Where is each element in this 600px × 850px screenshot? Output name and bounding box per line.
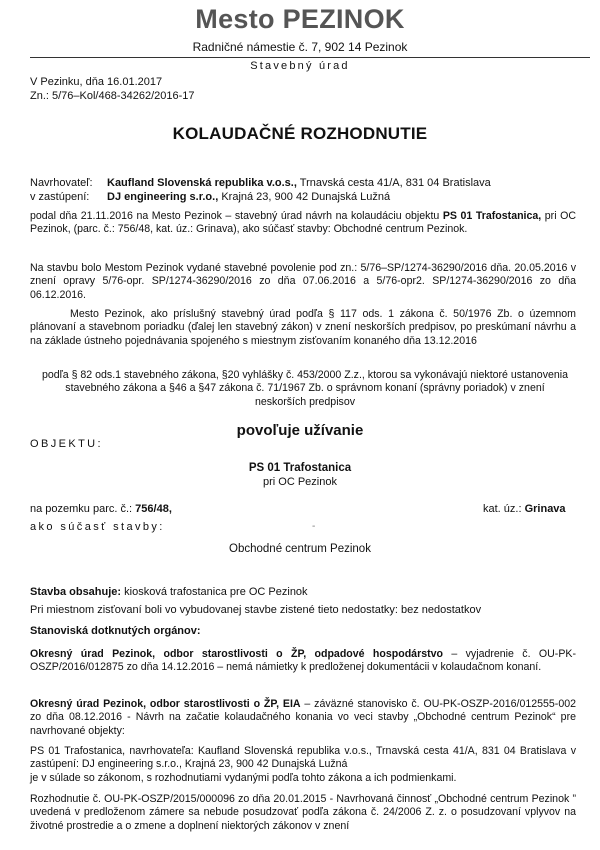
opinion-waste bbox=[30, 648, 576, 675]
p1-object: PS 01 Trafostanica, bbox=[442, 210, 542, 222]
decision-heading: povoľuje užívanie bbox=[236, 422, 364, 439]
p1-text-a: podal dňa 21.11.2016 na Mesto Pezinok – stavebný úrad návrh na kolaudáciu objektu bbox=[30, 210, 443, 222]
object-subtitle: pri OC Pezinok bbox=[263, 476, 337, 488]
municipality-address: Radničné námestie č. 7, 902 14 Pezinok bbox=[192, 40, 408, 54]
opinion-eia-text: – záväzné stanovisko č. OU-PK-OSZP-2016/012555-002 zo dňa 08.12.2016 - Návrh na začatie kolaudačného konania vo veci stavby „Obchodné centrum Pezinok“ pre navrhované objekty: bbox=[30, 698, 577, 737]
header-divider bbox=[30, 57, 590, 58]
opinion-waste-authority: Okresný úrad Pezinok, odbor starostlivosti o ŽP, odpadové hospodárstvo bbox=[30, 648, 443, 660]
agent-label: v zastúpení: bbox=[30, 191, 90, 203]
opinion-eia bbox=[30, 698, 576, 738]
contents-label: Stavba obsahuje: bbox=[30, 586, 122, 598]
paragraph-application bbox=[30, 210, 576, 237]
paragraph-object-summary: PS 01 Trafostanica, navrhovateľa: Kaufland Slovenská republika v.o.s., Trnavská cesta 41/A, 831 04 Bratislava v zastúpení: DJ engineering s.r.o., Krajná 23, 900 42 Dunajská Lužná bbox=[30, 745, 576, 771]
applicant-label: Navrhovateľ: bbox=[30, 177, 93, 189]
document-title: KOLAUDAČNÉ ROZHODNUTIE bbox=[172, 124, 428, 143]
cadastre-label: kat. úz.: bbox=[483, 503, 525, 515]
opinions-heading: Stanoviská dotknutých orgánov: bbox=[30, 625, 201, 637]
p1-text-b: pri OC Pezinok, (parc. č.: 756/48, kat. úz.: Grinava), ako súčasť stavby: Obchodné centrum Pezinok. bbox=[30, 210, 576, 236]
applicant-row bbox=[30, 177, 491, 189]
applicant-address: Trnavská cesta 41/A, 831 04 Bratislava bbox=[299, 177, 491, 189]
reference-number: Zn.: 5/76–Kol/468-34262/2016-17 bbox=[30, 90, 195, 102]
applicant-name: Kaufland Slovenská republika v.o.s., bbox=[107, 177, 297, 189]
opinion-eia-authority: Okresný úrad Pezinok, odbor starostlivosti o ŽP, EIA bbox=[30, 698, 301, 710]
inspection-line: Pri miestnom zisťovaní boli vo vybudovanej stavbe zistené tieto nedostatky: bez nedostatkov bbox=[30, 604, 482, 616]
office-name: Stavebný úrad bbox=[250, 60, 350, 72]
parcel-number: 756/48, bbox=[135, 503, 172, 515]
part-of-dash: - bbox=[312, 521, 316, 532]
municipality-title: Mesto PEZINOK bbox=[195, 4, 405, 34]
date-line: V Pezinku, dňa 16.01.2017 bbox=[30, 76, 163, 88]
paragraph-eia-decision: Rozhodnutie č. OU-PK-OSZP/2015/000096 zo dňa 20.01.2015 - Navrhovaná činnosť „Obchodné centrum Pezinok ” uvedená v predloženom zámere sa nebude posudzovať podľa zákona č. 24/2006 Z. z. o posudzovaní vplyvov na životné prostredie a o zmene a doplnení niektorých zákonov v znení bbox=[30, 793, 576, 832]
agent-row bbox=[30, 191, 390, 203]
parcel-line bbox=[30, 503, 172, 515]
agent-address: Krajná 23, 900 42 Dunajská Lužná bbox=[221, 191, 391, 203]
opinion-waste-text: – vyjadrenie č. OU-PK-OSZP/2016/012875 zo dňa 14.12.2016 – nemá námietky k predloženej dokumentácii v kolaudačnom konaní. bbox=[30, 648, 576, 674]
paragraph-compliance: je v súlade so zákonom, s rozhodnutiami vydanými podľa tohto zákona a ich podmienkami. bbox=[30, 772, 457, 784]
part-of-name: Obchodné centrum Pezinok bbox=[229, 543, 371, 555]
contents-line bbox=[30, 586, 308, 598]
contents-value: kiosková trafostanica pre OC Pezinok bbox=[121, 586, 308, 598]
cadastre-value: Grinava bbox=[524, 503, 566, 515]
object-name: PS 01 Trafostanica bbox=[248, 462, 352, 474]
parcel-label: na pozemku parc. č.: bbox=[30, 503, 136, 515]
paragraph-legal-basis: podľa § 82 ods.1 stavebného zákona, §20 vyhlášky č. 453/2000 Z.z., ktorou sa vykonávajú niektoré ustanovenia stavebného zákona a §46 a §47 zákona č. 71/1967 Zb. o správnom konaní (správny poriadok) v znení neskorších predpisov bbox=[41, 369, 569, 408]
paragraph-permit: Na stavbu bolo Mestom Pezinok vydané stavebné povolenie pod zn.: 5/76–SP/1274-36290/2016 dňa. 20.05.2016 v znení opravy 5/76-opr. SP/1274-36290/2016 zo dňa 07.06.2016 a 5/76-opr2. SP/1274-36290/2016 zo dňa 06.12.2016. bbox=[30, 262, 576, 301]
cadastre-line bbox=[483, 503, 566, 515]
paragraph-authority: Mesto Pezinok, ako príslušný stavebný úrad podľa § 117 ods. 1 zákona č. 50/1976 Zb. o územnom plánovaní a stavebnom poriadku (ďalej len stavebný zákon) v znení neskorších predpisov, po preskúmaní návrhu a na základe ústneho pojednávania spojeného s miestnym zisťovaním konaného dňa 13.12.2016 bbox=[30, 308, 576, 347]
object-label: OBJEKTU: bbox=[30, 438, 103, 450]
part-of-label: ako súčasť stavby: bbox=[30, 521, 165, 533]
agent-name: DJ engineering s.r.o., bbox=[107, 191, 219, 203]
